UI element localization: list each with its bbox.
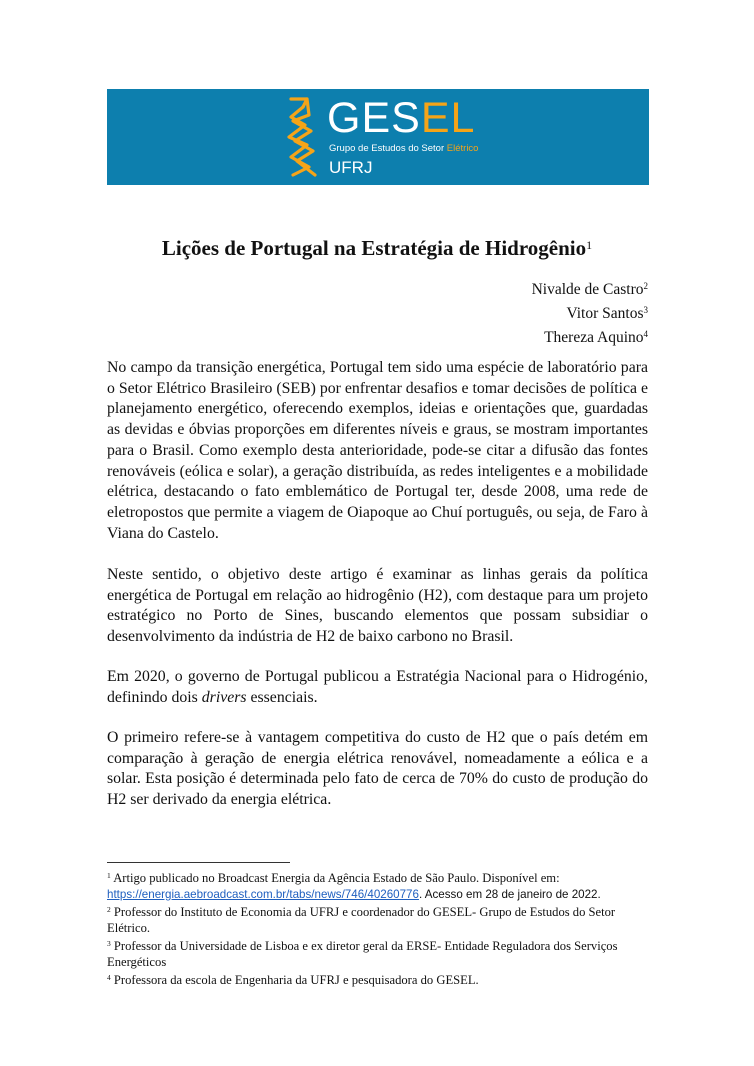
footnote-3 <box>107 936 652 970</box>
article-title <box>0 232 754 261</box>
logo-subtitle-main: Grupo de Estudos do Setor <box>329 143 447 154</box>
footnote-ref-1[interactable]: 1 <box>586 238 593 253</box>
logo-wordmark <box>327 93 475 143</box>
footnote-number: 2 <box>107 905 111 914</box>
logo-organization: UFRJ <box>329 158 373 177</box>
author-line <box>532 324 648 348</box>
footnote-number: 4 <box>107 973 111 982</box>
footnote-text: Professor do Instituto de Economia da UFRJ e coordenador do GESEL- Grupo de Estudos do Setor Elétrico. <box>107 905 616 935</box>
author-name: Nivalde de Castro <box>531 281 644 298</box>
logo-subtitle <box>329 143 478 155</box>
footnote-text: Professora da escola de Engenharia da UFRJ e pesquisadora do GESEL. <box>110 973 479 987</box>
footnote-text: Professor da Universidade de Lisboa e ex diretor geral da ERSE- Entidade Reguladora dos Serviços Energéticos <box>107 939 618 969</box>
author-line <box>532 300 648 324</box>
footnote-ref-2[interactable]: 2 <box>643 281 648 291</box>
footnote-text: . Acesso em 28 de janeiro de 2022. <box>418 887 601 901</box>
logo-subtitle-accent: Elétrico <box>446 143 479 154</box>
logo-wordmark-main: GES <box>327 94 421 142</box>
footnote-ref-3[interactable]: 3 <box>643 305 648 315</box>
footnote-ref-4[interactable]: 4 <box>643 329 648 339</box>
paragraph-emphasis: drivers <box>201 688 247 706</box>
footnote-1 <box>107 868 652 902</box>
author-name: Thereza Aquino <box>544 329 644 346</box>
footnote-2 <box>107 902 652 936</box>
body-paragraph-2: Neste sentido, o objetivo deste artigo é examinar as linhas gerais da política energética de Portugal em relação ao hidrogênio (H2), com destaque para um projeto estratégico no Porto de Sines, buscando elementos que possam subsidiar o desenvolvimento da indústria de H2 de baixo carbono no Brasil. <box>107 566 648 646</box>
author-name: Vitor Santos <box>566 305 644 322</box>
footnote-separator <box>107 862 290 863</box>
footnote-4 <box>107 970 652 989</box>
author-line <box>532 276 648 300</box>
body-paragraph-3 <box>107 667 648 708</box>
body-paragraph-4: O primeiro refere-se à vantagem competitiva do custo de H2 que o país detém em comparação à geração de energia elétrica renovável, nomeadamente a eólica e a solar. Esta posição é determinada pelo fato de cerca de 70% do custo de produção do H2 ser derivado da energia elétrica. <box>107 729 648 809</box>
paragraph-text: essenciais. <box>246 688 318 706</box>
header-banner <box>107 89 649 185</box>
author-list <box>532 276 648 348</box>
footnote-number: 1 <box>107 871 111 880</box>
footnote-text: Artigo publicado no Broadcast Energia da Agência Estado de São Paulo. Disponível em: <box>110 871 560 885</box>
footnotes <box>107 868 652 989</box>
transmission-tower-icon <box>283 95 321 179</box>
article-title-text: Lições de Portugal na Estratégia de Hidrogênio <box>161 236 587 261</box>
footnote-number: 3 <box>107 939 111 948</box>
paragraph-text: Em 2020, o governo de Portugal publicou a Estratégia Nacional para o Hidrogénio, definindo dois <box>107 668 648 706</box>
footnote-source-link[interactable]: https://energia.aebroadcast.com.br/tabs/news/746/40260776 <box>107 887 419 901</box>
logo-wordmark-accent: EL <box>420 94 476 142</box>
body-paragraph-1: No campo da transição energética, Portugal tem sido uma espécie de laboratório para o Setor Elétrico Brasileiro (SEB) por enfrentar desafios e tomar decisões de política e planejamento energético, oferecendo exemplos, ideias e orientações que, guardadas as devidas e óbvias proporções em diferentes níveis e graus, se mostram importantes para o Brasil. Como exemplo desta anterioridade, pode-se citar a difusão das fontes renováveis (eólica e solar), a geração distribuída, as redes inteligentes e a mobilidade elétrica, destacando o fato emblemático de Portugal ter, desde 2008, uma rede de eletropostos que permite a viagem de Oiapoque ao Chuí português, ou seja, de Faro à Viana do Castelo. <box>107 359 648 542</box>
